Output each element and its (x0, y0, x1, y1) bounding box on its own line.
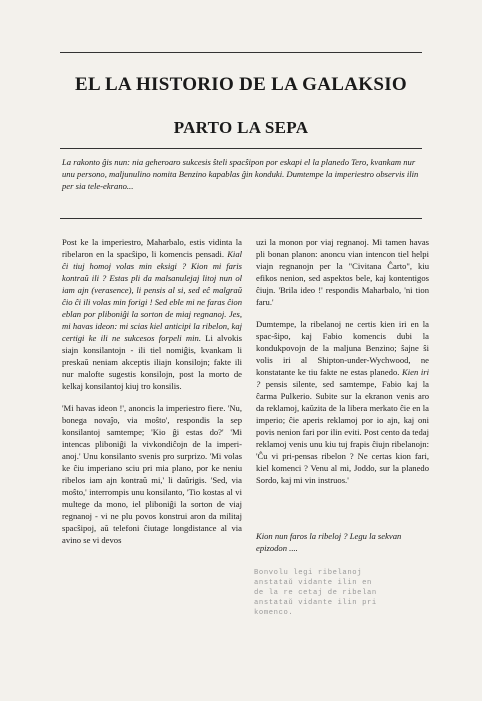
narrative-text: Li alvokis siajn konsilantojn - ili tiel nomiĝis, kvankam li preskaŭ neniam akceptis iliajn konsilojn; fakte ili nur malofte sugestis konsilojn, post la morto de kelkaj konsilantoj kiuj tro konsilis. (62, 333, 242, 391)
thought-text: Kien iri ? (256, 367, 430, 389)
faded-line: de la re cetaj de ribelan (254, 589, 377, 597)
right-column (256, 236, 429, 496)
left-paragraph-1 (62, 236, 242, 392)
page-title: EL LA HISTORIO DE LA GALAKSIO (75, 74, 407, 95)
intro-rule (60, 148, 422, 149)
right-paragraph-1: uzi la monon por viaj regnanoj. Mi tamen havas pli bonan planon: anoncu vian intencon tiel helpi viajn regnanojn per la "Civitana Ĉarto", kiu efikos nenion, sed aspektos bele, kaj kontentigos ĉiujn. 'Brila ideo !' respondis Maharbalo, 'ni tion faru.' (256, 237, 429, 307)
faded-line: Bonvolu legi ribelanoj (254, 569, 363, 577)
faded-line: anstataŭ vidante ilin en (254, 579, 372, 587)
intro-summary: La rakonto ĝis nun: nia geheroaro sukcesis ŝteli spacŝipon por eskapi el la planedo Tero, kvankam nur unu persono, maljunulino nomita Benzino kapablas ĝin konduki. Dumtempe la imperiestro observis ilin per sia tele-ekrano... (62, 157, 419, 191)
intro-bottom-rule (60, 218, 422, 219)
top-rule (60, 52, 422, 53)
faded-line: komenco. (254, 609, 294, 617)
part-title: PARTO LA SEPA (173, 118, 309, 137)
to-be-continued: Kion nun faros la ribeloj ? Legu la sekvan epizodon .... (256, 531, 402, 553)
left-column (62, 236, 242, 556)
faded-text-block (254, 568, 432, 618)
left-paragraph-2: 'Mi havas ideon !', anoncis la imperiestro fiere. 'Nu, bonega novaĵo, via moŝto', respondis la sep konsilantoj samtempe; 'Kio ĝi estas do?' 'Mi intencas pliboniĝi la vivkondiĉojn de la imperi-anoj.' Unu konsilanto svenis pro surprizo. 'Mi volas ke ĉiu imperiano sciu pri mia plano, por ke neniu ribelos iam ajn kontraŭ mi,' li daŭrigis. 'Sed, via moŝto,' interrompis unu konsilanto, 'Tio kostas al vi multege da mono, iel pliboniĝi la sorton de viaj regnanoj - vi ne plu povos konstrui aron da militaj spacŝipoj, aŭ telefoni ĉiutage longdistance al via avino se vi devos (62, 403, 242, 545)
narrative-text: pensis silente, sed samtempe, Fabio kaj la ĉarma Pulkerio. Subite sur la ekranon venis aro da reklamoj, kaŭzita de la libera merkato ĉie en la imperio; ĉie aperis reklamoj por io ajn, kaj oni povis nenion fari por ilin eviti. Post cento da tedaj reklamoj venis unu kiu tuj frapis ĉiujn ribelanojn: 'Ĉu vi pri-pensas ribelon ? Ne certas kion fari, kiel komenci ? Venu al mi, Joddo, sur la planedo Sordo, kaj mi vin instruos.' (256, 379, 429, 485)
faded-line: anstataŭ vidante ilin pri (254, 599, 377, 607)
narrative-text: Dumtempe, la ribelanoj ne certis kien iri en la spac-ŝipo, kaj Fabio komencis dubi la kondukpovojn de la maljuna Benzino; ŝajne ŝi volis iri al Shipton-under-Wychwood, ne konstatante ke tiu fakte ne estas planedo. (256, 319, 429, 377)
right-paragraph-2 (256, 318, 429, 486)
thought-text: Kial ĉi tiuj homoj volas min eksigi ? Kion mi faris kontraŭ ili ? Estas pli da malsanulejaj litoj nun ol iam ajn (verasence), li pensis al si, sed eĉ malgraŭ ĉio ĉi ili volas min forigi ! Sed eble mi ne faras ĉion eblan por pliboniĝi la sorton de miaj regnanoj. Jes, mi havas ideon: mi scias kiel anticipi la ribelon, kaj certigi ke ili ne sukcesos forpeli min. (62, 249, 243, 343)
narrative-text: Post ke la imperiestro, Maharbalo, estis vidinta la ribelaron en la spacŝipo, li komencis pensadi. (62, 237, 242, 259)
